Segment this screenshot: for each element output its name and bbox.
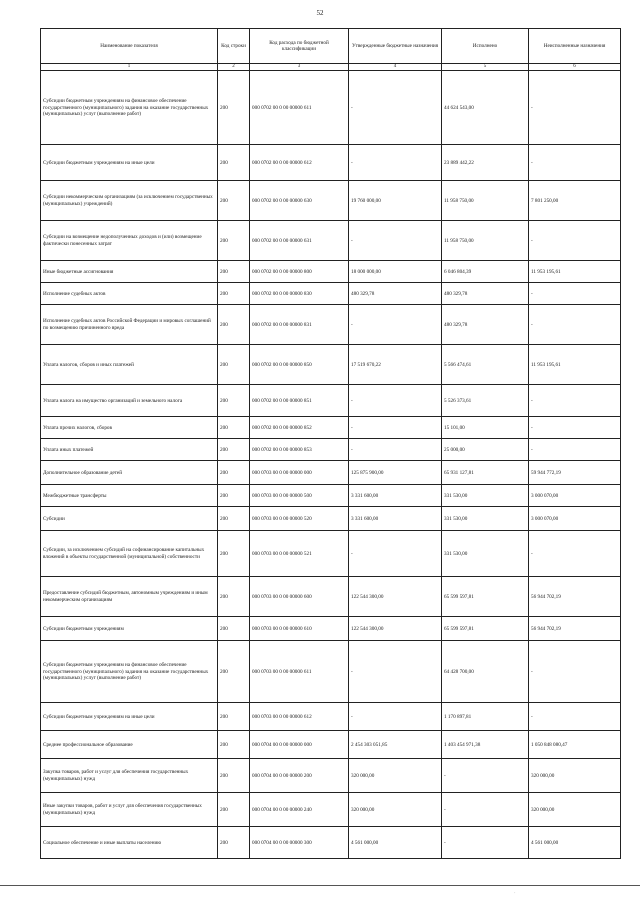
cell-code: 200 (218, 145, 250, 181)
scan-speck: ˙ (514, 893, 516, 898)
cell-name: Субсидии некоммерческим организациям (за исключением государственных (муниципальных) учреждений) (41, 181, 218, 221)
cell-code: 200 (218, 181, 250, 221)
cell-executed: - (442, 759, 529, 793)
cell-approved: 122 544 300,00 (349, 617, 442, 641)
cell-unexecuted: - (529, 71, 621, 145)
table-row (41, 485, 621, 507)
header-name: Наименование показателя (41, 29, 218, 64)
cell-code: 200 (218, 617, 250, 641)
table-row (41, 641, 621, 703)
table-row (41, 759, 621, 793)
cell-approved: - (349, 417, 442, 439)
cell-name: Субсидии (41, 507, 218, 531)
cell-name: Межбюджетные трансферты (41, 485, 218, 507)
cell-name: Субсидии бюджетным учреждениям на финансовое обеспечение государственного (муниципального) задания на оказание государственных (муниципальных) услуг (выполнение работ) (41, 71, 218, 145)
table-row (41, 439, 621, 461)
cell-approved: 19 760 000,00 (349, 181, 442, 221)
cell-name: Субсидии на возмещение недополученных доходов и (или) возмещение фактически понесенных затрат (41, 221, 218, 261)
cell-code: 200 (218, 577, 250, 617)
cell-unexecuted: - (529, 221, 621, 261)
table-row (41, 531, 621, 577)
table-row (41, 793, 621, 827)
cell-name: Исполнение судебных актов Российской Федерации и мировых соглашений по возмещению причиненного вреда (41, 305, 218, 345)
cell-code: 200 (218, 731, 250, 759)
cell-code: 200 (218, 485, 250, 507)
cell-budget-code: 000 0702 00 0 00 00000 852 (250, 417, 349, 439)
cell-executed: 6 046 804,39 (442, 261, 529, 283)
cell-unexecuted: 56 944 702,19 (529, 617, 621, 641)
cell-name: Уплата налогов, сборов и иных платежей (41, 345, 218, 385)
cell-name: Субсидии бюджетным учреждениям на иные цели (41, 703, 218, 731)
column-number: 6 (529, 64, 621, 71)
cell-name: Среднее профессиональное образование (41, 731, 218, 759)
cell-budget-code: 000 0702 00 0 00 00000 853 (250, 439, 349, 461)
cell-budget-code: 000 0704 00 0 00 00000 240 (250, 793, 349, 827)
cell-executed: 480 329,78 (442, 305, 529, 345)
cell-budget-code: 000 0702 00 0 00 00000 612 (250, 145, 349, 181)
cell-code: 200 (218, 283, 250, 305)
cell-budget-code: 000 0703 00 0 00 00000 611 (250, 641, 349, 703)
cell-executed: 64 428 700,00 (442, 641, 529, 703)
cell-code: 200 (218, 71, 250, 145)
cell-unexecuted: 320 000,00 (529, 793, 621, 827)
cell-unexecuted: - (529, 531, 621, 577)
cell-unexecuted: - (529, 385, 621, 417)
cell-executed: 23 889 442,22 (442, 145, 529, 181)
cell-executed: - (442, 827, 529, 859)
header-approved: Утвержденные бюджетные назначения (349, 29, 442, 64)
cell-unexecuted: 59 944 772,19 (529, 461, 621, 485)
column-number: 5 (442, 64, 529, 71)
table-row (41, 577, 621, 617)
cell-unexecuted: - (529, 703, 621, 731)
column-numbers-row (41, 64, 621, 71)
cell-name: Уплата иных платежей (41, 439, 218, 461)
cell-unexecuted: - (529, 145, 621, 181)
column-number: 3 (250, 64, 349, 71)
header-budget-code: Код расхода по бюджетной классификации (250, 29, 349, 64)
cell-code: 200 (218, 507, 250, 531)
cell-code: 200 (218, 793, 250, 827)
cell-budget-code: 000 0702 00 0 00 00000 851 (250, 385, 349, 417)
column-number: 1 (41, 64, 218, 71)
cell-approved: 4 561 000,00 (349, 827, 442, 859)
cell-budget-code: 000 0703 00 0 00 00000 520 (250, 507, 349, 531)
table-header (41, 29, 621, 71)
table-row (41, 461, 621, 485)
cell-executed: 44 624 543,00 (442, 71, 529, 145)
cell-approved: 122 544 300,00 (349, 577, 442, 617)
column-number: 2 (218, 64, 250, 71)
cell-code: 200 (218, 759, 250, 793)
cell-approved: 480 329,78 (349, 283, 442, 305)
table-row (41, 731, 621, 759)
table-row (41, 703, 621, 731)
cell-budget-code: 000 0702 00 0 00 00000 611 (250, 71, 349, 145)
cell-approved: 3 331 600,00 (349, 485, 442, 507)
cell-approved: 18 000 000,00 (349, 261, 442, 283)
cell-approved: - (349, 531, 442, 577)
cell-name: Иные закупки товаров, работ и услуг для обеспечения государственных (муниципальных) нужд (41, 793, 218, 827)
cell-budget-code: 000 0702 00 0 00 00000 800 (250, 261, 349, 283)
cell-unexecuted: 3 000 070,00 (529, 507, 621, 531)
cell-budget-code: 000 0703 00 0 00 00000 521 (250, 531, 349, 577)
cell-approved: - (349, 145, 442, 181)
cell-unexecuted: 3 000 070,00 (529, 485, 621, 507)
cell-code: 200 (218, 703, 250, 731)
cell-approved: 3 331 600,00 (349, 507, 442, 531)
cell-approved: - (349, 385, 442, 417)
cell-executed: 25 000,00 (442, 439, 529, 461)
header-unexecuted: Неисполненные назначения (529, 29, 621, 64)
table-row (41, 385, 621, 417)
cell-executed: 65 599 597,81 (442, 577, 529, 617)
cell-unexecuted: - (529, 283, 621, 305)
table-row (41, 145, 621, 181)
cell-executed: 331 530,00 (442, 531, 529, 577)
table-row (41, 221, 621, 261)
table-row (41, 827, 621, 859)
cell-budget-code: 000 0703 00 0 00 00000 000 (250, 461, 349, 485)
cell-name: Субсидии бюджетным учреждениям (41, 617, 218, 641)
table-body (41, 71, 621, 859)
table-row (41, 417, 621, 439)
cell-name: Субсидии, за исключением субсидий на софинансирование капитальных вложений в объекты государственной (муниципальной) собственности (41, 531, 218, 577)
cell-approved: 17 519 670,22 (349, 345, 442, 385)
cell-code: 200 (218, 261, 250, 283)
cell-budget-code: 000 0703 00 0 00 00000 610 (250, 617, 349, 641)
cell-name: Закупка товаров, работ и услуг для обеспечения государственных (муниципальных) нужд (41, 759, 218, 793)
cell-unexecuted: 56 944 702,19 (529, 577, 621, 617)
cell-budget-code: 000 0704 00 0 00 00000 300 (250, 827, 349, 859)
table-row (41, 507, 621, 531)
cell-budget-code: 000 0702 00 0 00 00000 830 (250, 283, 349, 305)
table-row (41, 283, 621, 305)
cell-budget-code: 000 0702 00 0 00 00000 831 (250, 305, 349, 345)
cell-code: 200 (218, 305, 250, 345)
cell-executed: 15 101,00 (442, 417, 529, 439)
cell-code: 200 (218, 385, 250, 417)
cell-unexecuted: - (529, 439, 621, 461)
cell-unexecuted: 1 050 848 080,47 (529, 731, 621, 759)
cell-code: 200 (218, 345, 250, 385)
cell-code: 200 (218, 221, 250, 261)
cell-executed: 65 931 127,81 (442, 461, 529, 485)
cell-approved: - (349, 71, 442, 145)
cell-unexecuted: 4 561 000,00 (529, 827, 621, 859)
cell-name: Уплата прочих налогов, сборов (41, 417, 218, 439)
header-executed: Исполнено (442, 29, 529, 64)
table-row (41, 617, 621, 641)
cell-executed: 11 958 750,00 (442, 181, 529, 221)
cell-executed: - (442, 793, 529, 827)
cell-executed: 331 530,00 (442, 507, 529, 531)
cell-name: Уплата налога на имущество организаций и земельного налога (41, 385, 218, 417)
cell-code: 200 (218, 417, 250, 439)
table-row (41, 71, 621, 145)
cell-approved: 320 000,00 (349, 793, 442, 827)
cell-unexecuted: 7 801 250,00 (529, 181, 621, 221)
cell-approved: 2 454 303 051,85 (349, 731, 442, 759)
cell-approved: - (349, 221, 442, 261)
cell-executed: 5 526 373,61 (442, 385, 529, 417)
cell-name: Исполнение судебных актов (41, 283, 218, 305)
cell-approved: - (349, 305, 442, 345)
header-code: Код строки (218, 29, 250, 64)
cell-unexecuted: - (529, 417, 621, 439)
cell-executed: 11 958 750,00 (442, 221, 529, 261)
cell-code: 200 (218, 641, 250, 703)
budget-execution-table (40, 28, 621, 859)
cell-name: Субсидии бюджетным учреждениям на иные цели (41, 145, 218, 181)
page-bottom-rule (0, 885, 640, 886)
cell-budget-code: 000 0704 00 0 00 00000 200 (250, 759, 349, 793)
cell-unexecuted: - (529, 641, 621, 703)
cell-budget-code: 000 0703 00 0 00 00000 500 (250, 485, 349, 507)
cell-approved: 320 000,00 (349, 759, 442, 793)
cell-budget-code: 000 0702 00 0 00 00000 630 (250, 181, 349, 221)
table-row (41, 261, 621, 283)
table-row (41, 181, 621, 221)
cell-budget-code: 000 0702 00 0 00 00000 850 (250, 345, 349, 385)
cell-approved: - (349, 641, 442, 703)
table-row (41, 305, 621, 345)
cell-executed: 65 599 597,81 (442, 617, 529, 641)
cell-name: Иные бюджетные ассигнования (41, 261, 218, 283)
cell-budget-code: 000 0703 00 0 00 00000 600 (250, 577, 349, 617)
cell-name: Дополнительное образование детей (41, 461, 218, 485)
cell-code: 200 (218, 827, 250, 859)
column-number: 4 (349, 64, 442, 71)
cell-budget-code: 000 0702 00 0 00 00000 631 (250, 221, 349, 261)
cell-executed: 331 530,00 (442, 485, 529, 507)
cell-approved: - (349, 703, 442, 731)
cell-name: Предоставление субсидий бюджетным, автономным учреждениям и иным некоммерческим организациям (41, 577, 218, 617)
cell-unexecuted: - (529, 305, 621, 345)
cell-code: 200 (218, 439, 250, 461)
cell-approved: - (349, 439, 442, 461)
cell-code: 200 (218, 531, 250, 577)
cell-executed: 5 566 474,61 (442, 345, 529, 385)
cell-unexecuted: 11 953 195,61 (529, 261, 621, 283)
page-number: 52 (316, 9, 324, 17)
cell-budget-code: 000 0703 00 0 00 00000 612 (250, 703, 349, 731)
cell-executed: 1 403 454 971,38 (442, 731, 529, 759)
cell-code: 200 (218, 461, 250, 485)
cell-unexecuted: 320 000,00 (529, 759, 621, 793)
cell-approved: 125 875 900,00 (349, 461, 442, 485)
cell-budget-code: 000 0704 00 0 00 00000 000 (250, 731, 349, 759)
table-row (41, 345, 621, 385)
cell-executed: 1 170 897,81 (442, 703, 529, 731)
cell-executed: 480 329,78 (442, 283, 529, 305)
cell-unexecuted: 11 953 195,61 (529, 345, 621, 385)
cell-name: Социальное обеспечение и иные выплаты населению (41, 827, 218, 859)
cell-name: Субсидии бюджетным учреждениям на финансовое обеспечение государственного (муниципального) задания на оказание государственных (муниципальных) услуг (выполнение работ) (41, 641, 218, 703)
